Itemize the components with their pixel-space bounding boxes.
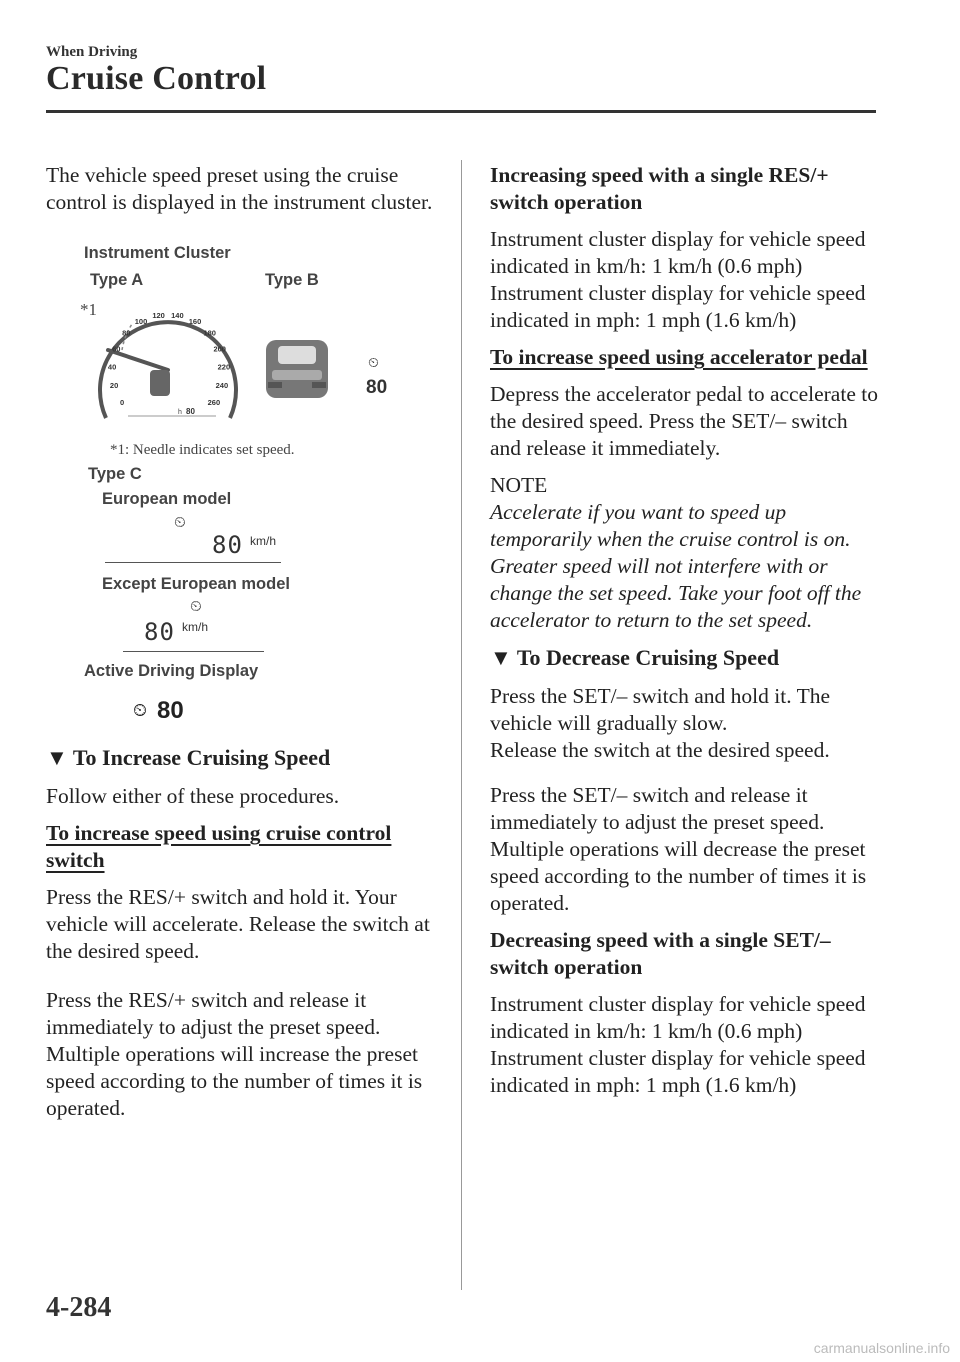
footnote: *1: Needle indicates set speed. (110, 442, 295, 458)
type-a-label: Type A (90, 271, 144, 289)
accel-text: Depress the accelerator pedal to accelerate to the desired speed. Press the SET/– switch and release it immediately. (490, 382, 878, 460)
gauge-tick-label: 180 (203, 328, 216, 338)
dec-hold-text: Press the SET/– switch and hold it. The vehicle will gradually slow. (490, 684, 830, 735)
subhead-accel: To increase speed using accelerator pedal (490, 345, 868, 369)
noneu-baseline (123, 651, 264, 652)
gauge-tick-label: 40 (107, 362, 117, 372)
mph-line-2: Instrument cluster display for vehicle speed indicated in mph: 1 mph (1.6 km/h) (490, 1046, 866, 1097)
cruise-icon-ad: ⏲ (133, 700, 148, 720)
active-display-label: Active Driving Display (84, 662, 259, 680)
eu-speed: 80 (212, 531, 243, 559)
noneu-unit: km/h (182, 620, 209, 634)
column-divider (461, 160, 462, 1290)
section-name: When Driving (46, 44, 138, 60)
european-label: European model (102, 490, 232, 508)
except-european-label: Except European model (102, 575, 290, 593)
page-number: 4-284 (46, 1292, 112, 1323)
heading-increase: ▼ To Increase Cruising Speed (46, 745, 331, 770)
subhead-switch: To increase speed using cruise control switch (46, 821, 392, 872)
kmh-line: Instrument cluster display for vehicle speed indicated in km/h: 1 km/h (0.6 mph) (490, 227, 866, 278)
gauge-unit: h (178, 409, 182, 416)
gauge-tick-label: 200 (213, 344, 226, 354)
gauge-tick-label: 60 (112, 344, 121, 354)
instrument-cluster-label: Instrument Cluster (84, 244, 231, 262)
heading-decrease: ▼ To Decrease Cruising Speed (490, 645, 780, 670)
watermark: carmanualsonline.info (813, 1340, 950, 1356)
gauge-tick-label: 260 (207, 398, 221, 408)
gauge-tick-label: 120 (152, 310, 165, 320)
cruise-icon-noneu: ⏲ (190, 599, 202, 615)
gauge-tick-label: 160 (188, 316, 202, 326)
cruise-icon-b: ⏲ (368, 356, 379, 371)
triangle-icon: ▼ (46, 745, 68, 770)
ad-speed: 80 (157, 697, 184, 724)
kmh-line-2: Instrument cluster display for vehicle speed indicated in km/h: 1 km/h (0.6 mph) (490, 992, 866, 1043)
follow-text: Follow either of these procedures. (46, 784, 340, 808)
eu-baseline (105, 562, 281, 563)
type-c-label: Type C (88, 465, 142, 483)
gauge-tick-label: 80 (122, 328, 131, 338)
intro-paragraph: The vehicle speed preset using the cruise control is displayed in the instrument cluster. (46, 163, 433, 214)
cruise-icon-eu: ⏲ (174, 515, 186, 531)
page-title: Cruise Control (46, 60, 267, 97)
dec-release-text: Release the switch at the desired speed. (490, 738, 830, 762)
res-hold-text: Press the RES/+ switch and hold it. Your vehicle will accelerate. Release the switch at the desired speed. (46, 885, 430, 963)
gauge-odo: 80 (186, 407, 195, 416)
gauge-tick-label: 100 (134, 316, 148, 326)
gauge-tick-label: 0 (120, 398, 125, 408)
subhead-single-set: Decreasing speed with a single SET/– switch operation (490, 928, 831, 979)
dec-tap-text: Press the SET/– switch and release it immediately to adjust the preset speed. Multiple operations will decrease the preset speed according to the number of times it is operated. (490, 783, 867, 915)
type-b-label: Type B (265, 271, 319, 289)
note-label: NOTE (490, 473, 548, 497)
speedometer-gauge (88, 290, 248, 430)
mph-line: Instrument cluster display for vehicle speed indicated in mph: 1 mph (1.6 km/h) (490, 281, 866, 332)
gauge-tick-label: 240 (215, 381, 229, 391)
right-body (490, 162, 882, 1109)
type-b-speed: 80 (366, 377, 388, 398)
subhead-single-res: Increasing speed with a single RES/+ switch operation (490, 163, 829, 214)
res-tap-text: Press the RES/+ switch and release it immediately to adjust the preset speed. Multiple operations will increase the preset speed according to the number of times it is operated. (46, 988, 423, 1120)
gauge-tick-label: 20 (109, 381, 119, 391)
left-body (46, 744, 438, 1132)
noneu-speed: 80 (144, 618, 175, 646)
gauge-tick-label: 140 (171, 310, 184, 320)
needle-marker: *1 (80, 300, 97, 319)
car-rear-icon (262, 332, 332, 402)
gauge-tick-label: 220 (217, 362, 231, 372)
eu-unit: km/h (250, 534, 277, 548)
title-rule (46, 110, 876, 113)
triangle-icon: ▼ (490, 645, 512, 670)
note-text: Accelerate if you want to speed up temporarily when the cruise control is on. Greater speed will not interfere with or change the set speed. Take your foot off the accelerator to return to the set speed. (490, 500, 862, 632)
